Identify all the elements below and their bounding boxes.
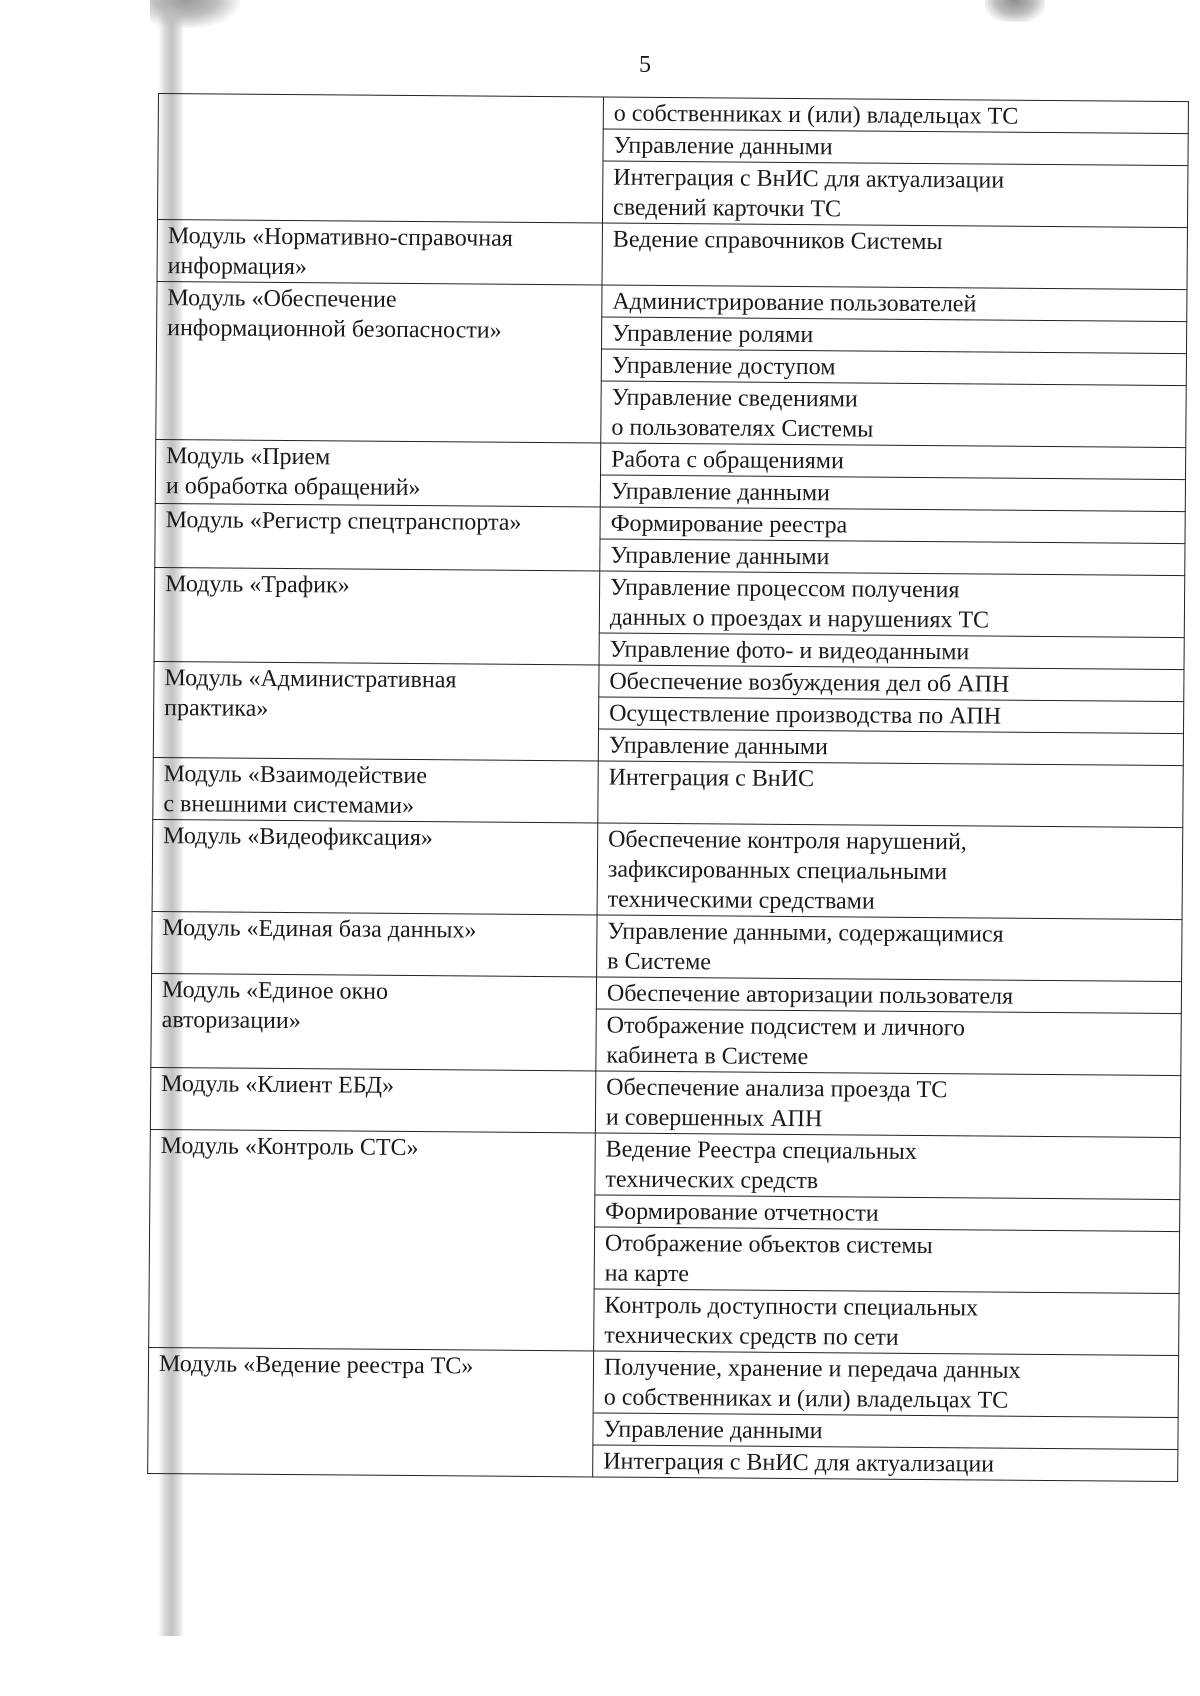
module-name: Модуль «Нормативно-справочная информация»: [167, 223, 513, 281]
function-text: Обеспечение контроля нарушений, зафиксированных специальными техническими средствами: [607, 826, 967, 915]
table-row: [151, 973, 1181, 1013]
function-cell: [598, 729, 1183, 766]
function-text: Интеграция с ВнИС для актуализации: [603, 1448, 995, 1478]
function-cell: [597, 823, 1183, 920]
function-text: Управление данными: [610, 542, 830, 571]
table-row: [154, 661, 1184, 701]
table-row: [152, 911, 1182, 981]
function-cell: [593, 1413, 1178, 1450]
function-text: Отображение объектов системы на карте: [604, 1230, 933, 1288]
function-cell: [600, 539, 1185, 576]
function-text: Работа с обращениями: [611, 446, 844, 475]
table-row: [156, 439, 1186, 479]
module-name: Модуль «Контроль СТС»: [160, 1133, 419, 1162]
function-text: Осуществление производства по АПН: [609, 700, 1002, 730]
function-text: Контроль доступности специальных технических средств по сети: [604, 1292, 979, 1351]
function-text: Управление данными: [610, 478, 831, 507]
function-cell: [602, 161, 1187, 228]
function-text: Обеспечение возбуждения дел об АПН: [609, 668, 1010, 698]
module-cell: [152, 819, 598, 914]
module-name: Модуль «Трафик»: [165, 571, 350, 599]
function-cell: [602, 317, 1187, 354]
table-row: [150, 1129, 1180, 1199]
function-text: Интеграция с ВнИС для актуализации сведений карточки ТС: [613, 164, 1005, 223]
module-cell: [154, 567, 600, 664]
table-row: [150, 1067, 1180, 1137]
function-cell: [600, 507, 1185, 544]
module-name: Модуль «Обеспечение информационной безопасности»: [167, 285, 502, 344]
function-cell: [595, 1133, 1180, 1200]
module-cell: [148, 1347, 594, 1476]
function-text: Интеграция с ВнИС: [608, 764, 815, 793]
module-cell: [152, 911, 597, 976]
function-text: Обеспечение авторизации пользователя: [606, 980, 1014, 1010]
function-text: о собственниках и (или) владельцах ТС: [613, 100, 1019, 130]
module-name: Модуль «Административная практика»: [164, 665, 457, 722]
function-cell: [599, 697, 1184, 734]
module-cell: [158, 94, 604, 223]
function-text: Формирование реестра: [610, 510, 848, 539]
function-cell: [602, 285, 1187, 322]
function-cell: [602, 223, 1187, 290]
module-name: Модуль «Единое окно авторизации»: [161, 977, 389, 1035]
modules-functions-table: [147, 93, 1189, 1482]
function-cell: [594, 1227, 1179, 1294]
module-cell: [157, 220, 602, 285]
table-row: [157, 220, 1187, 290]
module-name: Модуль «Единая база данных»: [162, 915, 477, 944]
module-name: Модуль «Видеофиксация»: [163, 823, 433, 852]
module-cell: [151, 973, 597, 1070]
module-name: Модуль «Взаимодействие с внешними системами»: [163, 761, 428, 820]
table-body: [148, 94, 1189, 1482]
function-text: Управление доступом: [611, 352, 836, 381]
function-cell: [601, 381, 1186, 448]
function-cell: [601, 443, 1186, 480]
function-text: Управление данными, содержащимися в Системе: [607, 918, 1004, 976]
module-cell: [153, 661, 599, 760]
table-row: [157, 281, 1187, 321]
function-cell: [595, 1071, 1180, 1138]
function-cell: [599, 633, 1184, 670]
function-text: Управление данными: [608, 732, 829, 761]
module-name: Модуль «Клиент ЕБД»: [161, 1071, 395, 1099]
module-cell: [155, 503, 600, 570]
module-cell: [153, 757, 598, 822]
function-cell: [600, 475, 1185, 512]
function-text: Ведение справочников Системы: [612, 226, 943, 256]
function-cell: [603, 97, 1188, 134]
module-cell: [149, 1129, 596, 1350]
function-cell: [593, 1445, 1178, 1482]
function-cell: [596, 977, 1181, 1014]
function-text: Обеспечение анализа проезда ТС и совершенных АПН: [605, 1074, 948, 1133]
function-text: Управление фото- и видеоданными: [609, 636, 970, 666]
page-number: 5: [639, 52, 651, 78]
table-row: [158, 94, 1188, 134]
function-cell: [603, 129, 1188, 166]
module-cell: [150, 1067, 595, 1132]
table-row: [153, 757, 1183, 827]
table-row: [155, 503, 1185, 543]
function-text: Формирование отчетности: [605, 1198, 879, 1227]
function-cell: [601, 349, 1186, 386]
function-text: Управление сведениями о пользователях Системы: [611, 384, 874, 443]
module-name: Модуль «Регистр спецтранспорта»: [165, 507, 522, 536]
function-text: Управление процессом получения данных о проездах и нарушениях ТС: [609, 574, 990, 634]
function-text: Управление данными: [613, 132, 833, 161]
module-name: Модуль «Прием и обработка обращений»: [165, 443, 421, 502]
function-cell: [598, 761, 1183, 828]
module-cell: [156, 281, 602, 442]
function-text: Отображение подсистем и личного кабинета в Системе: [606, 1012, 966, 1071]
table-row: [148, 1347, 1178, 1417]
function-text: Управление данными: [603, 1416, 823, 1445]
function-cell: [599, 571, 1184, 638]
module-name: Модуль «Ведение реестра ТС»: [158, 1351, 474, 1380]
function-cell: [593, 1351, 1178, 1418]
function-text: Получение, хранение и передача данных о собственниках и (или) владельцах ТС: [603, 1354, 1021, 1414]
table-row: [154, 567, 1184, 637]
function-text: Ведение Реестра специальных технических средств: [605, 1136, 917, 1195]
function-text: Управление ролями: [612, 320, 814, 349]
scan-blot-left: [150, 0, 240, 28]
function-cell: [595, 1195, 1180, 1232]
module-cell: [155, 439, 600, 506]
table-row: [152, 819, 1183, 919]
function-cell: [596, 1009, 1181, 1076]
scan-blot-right: [985, 0, 1045, 22]
function-cell: [597, 915, 1182, 982]
function-cell: [594, 1289, 1179, 1356]
function-cell: [599, 665, 1184, 702]
function-text: Администрирование пользователей: [612, 288, 977, 318]
